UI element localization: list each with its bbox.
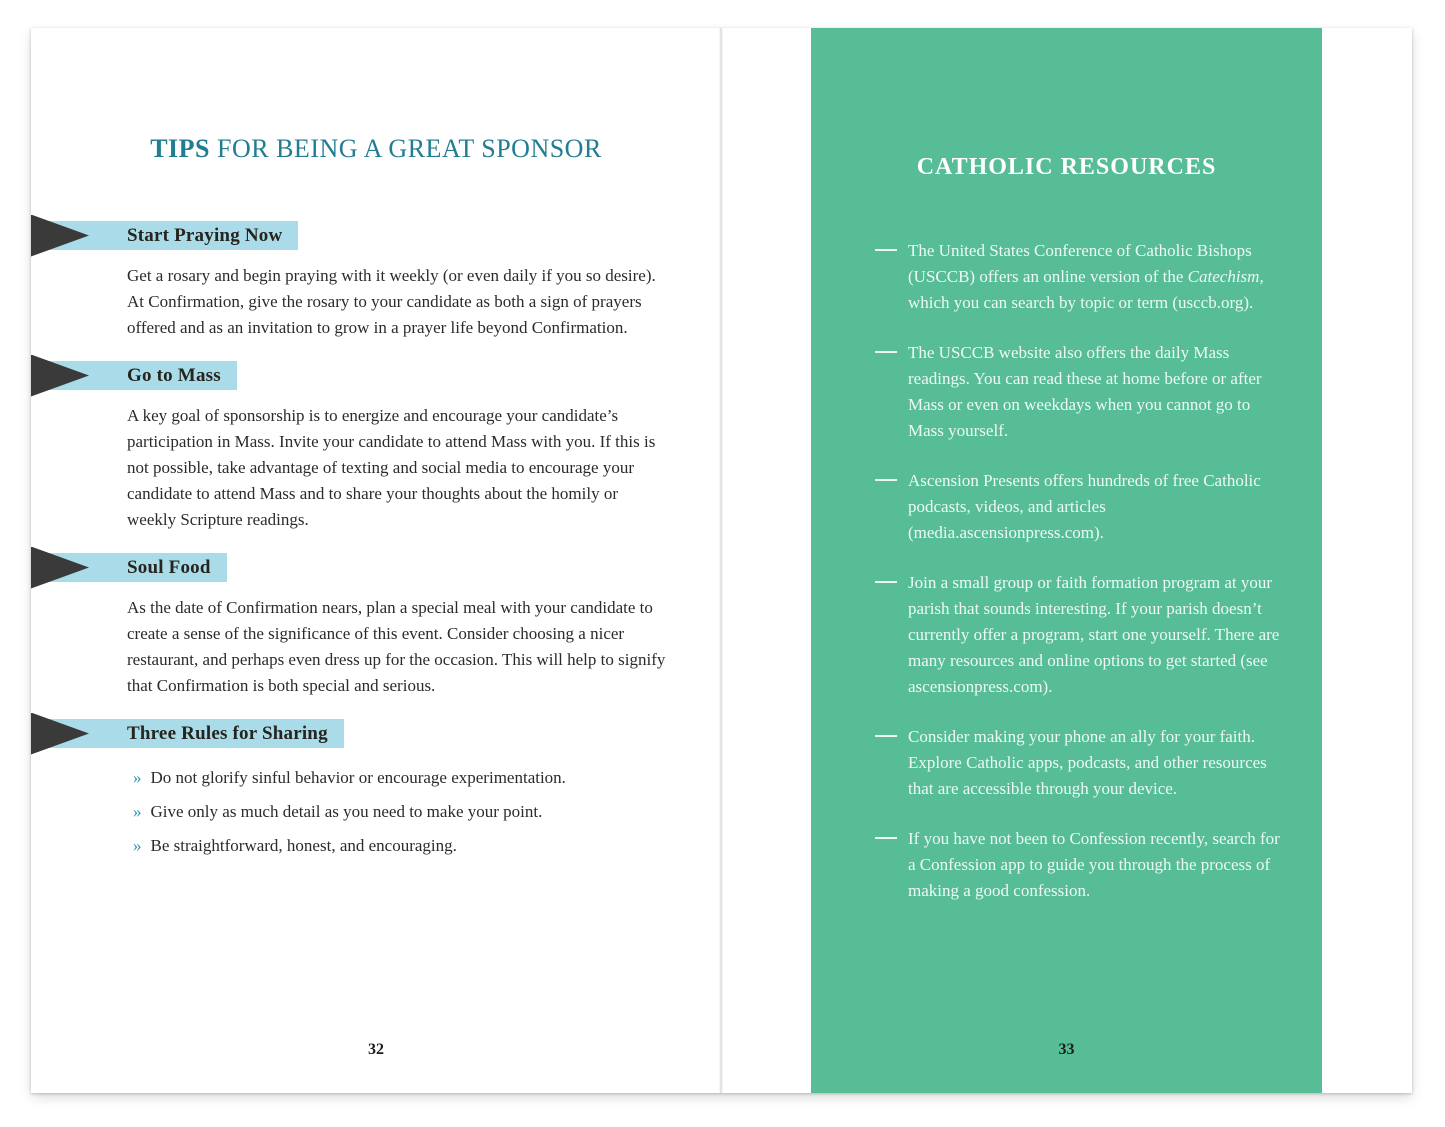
resource-item [875,724,1290,802]
resource-item [875,468,1290,546]
tips-sections [31,221,721,859]
section-heading: Three Rules for Sharing [127,723,328,744]
resource-text: Consider making your phone an ally for your faith. Explore Catholic apps, podcasts, and other resources that are accessible through your device. [908,727,1267,798]
rules-list [133,765,721,859]
dash-bullet-icon [875,735,897,737]
resource-text-italic: Catechism, [1187,267,1264,286]
section-flag [31,221,298,250]
section-flag [31,553,227,582]
list-item-text: Be straightforward, honest, and encouraging. [150,836,457,855]
page-number-left: 32 [368,1041,384,1058]
list-item [133,765,721,791]
chevron-bullet-icon: » [133,836,142,855]
section-soul-food [31,553,721,699]
flag-arrow-icon [31,215,89,257]
flag-arrow-icon [31,355,89,397]
section-body: A key goal of sponsorship is to energize and encourage your candidate’s participation in Mass. Invite your candidate to attend Mass with you. If this is not possible, take advantage of texting and social media to encourage your candidate to attend Mass and to share your thoughts about the homily or weekly Scripture readings. [127,406,656,529]
section-flag [31,719,344,748]
resource-item [875,826,1290,904]
list-item [133,799,721,825]
section-flag [31,361,237,390]
page-title-rest: FOR BEING A GREAT SPONSOR [210,134,602,163]
list-item-text: Give only as much detail as you need to make your point. [150,802,543,821]
resource-item [875,238,1290,316]
dash-bullet-icon [875,249,897,251]
resource-text: Ascension Presents offers hundreds of free Catholic podcasts, videos, and articles (media.ascensionpress.com). [908,471,1261,542]
resource-text-after: which you can search by topic or term (usccb.org). [908,293,1254,312]
resource-text: The USCCB website also offers the daily Mass readings. You can read these at home before or after Mass or even on weekdays when you cannot go to Mass yourself. [908,343,1262,440]
section-heading: Start Praying Now [127,225,283,246]
chevron-bullet-icon: » [133,802,142,821]
resources-list [875,238,1290,904]
dash-bullet-icon [875,351,897,353]
resource-text [908,238,1290,316]
flag-arrow-icon [31,547,89,589]
chevron-bullet-icon: » [133,768,142,787]
flag-arrow-icon [31,713,89,755]
section-three-rules-for-sharing [31,719,721,859]
resource-text-before: The United States Conference of Catholic Bishops (USCCB) offers an online version of the [908,241,1252,286]
page-left [31,28,721,1093]
section-heading: Soul Food [127,557,211,578]
page-title [51,134,701,164]
section-body: As the date of Confirmation nears, plan a special meal with your candidate to create a sense of the significance of this event. Consider choosing a nicer restaurant, and perhaps even dress up for the occasion. This will help to signify that Confirmation is both special and serious. [127,598,666,695]
page-gutter-divider [719,28,723,1093]
resource-item [875,570,1290,700]
section-go-to-mass [31,361,721,533]
list-item [133,833,721,859]
dash-bullet-icon [875,581,897,583]
section-body: Get a rosary and begin praying with it weekly (or even daily if you so desire). At Confirmation, give the rosary to your candidate as both a sign of prayers offered and as an invitation to grow in a prayer life beyond Confirmation. [127,266,656,337]
page-title-bold-word: TIPS [150,134,211,163]
dash-bullet-icon [875,479,897,481]
resource-item [875,340,1290,444]
resource-text: Join a small group or faith formation program at your parish that sounds interesting. If your parish doesn’t currently offer a program, start one yourself. There are many resources and online options to get started (see ascensionpress.com). [908,573,1280,696]
resource-text: If you have not been to Confession recently, search for a Confession app to guide you through the process of making a good confession. [908,829,1280,900]
resources-title: CATHOLIC RESOURCES [916,154,1217,180]
section-start-praying-now [31,221,721,341]
resources-panel [811,28,1322,1093]
page-number-right: 33 [1058,1041,1075,1058]
dash-bullet-icon [875,837,897,839]
list-item-text: Do not glorify sinful behavior or encourage experimentation. [150,768,566,787]
section-heading: Go to Mass [127,365,221,386]
book-spread [31,28,1412,1093]
page-right [721,28,1412,1093]
